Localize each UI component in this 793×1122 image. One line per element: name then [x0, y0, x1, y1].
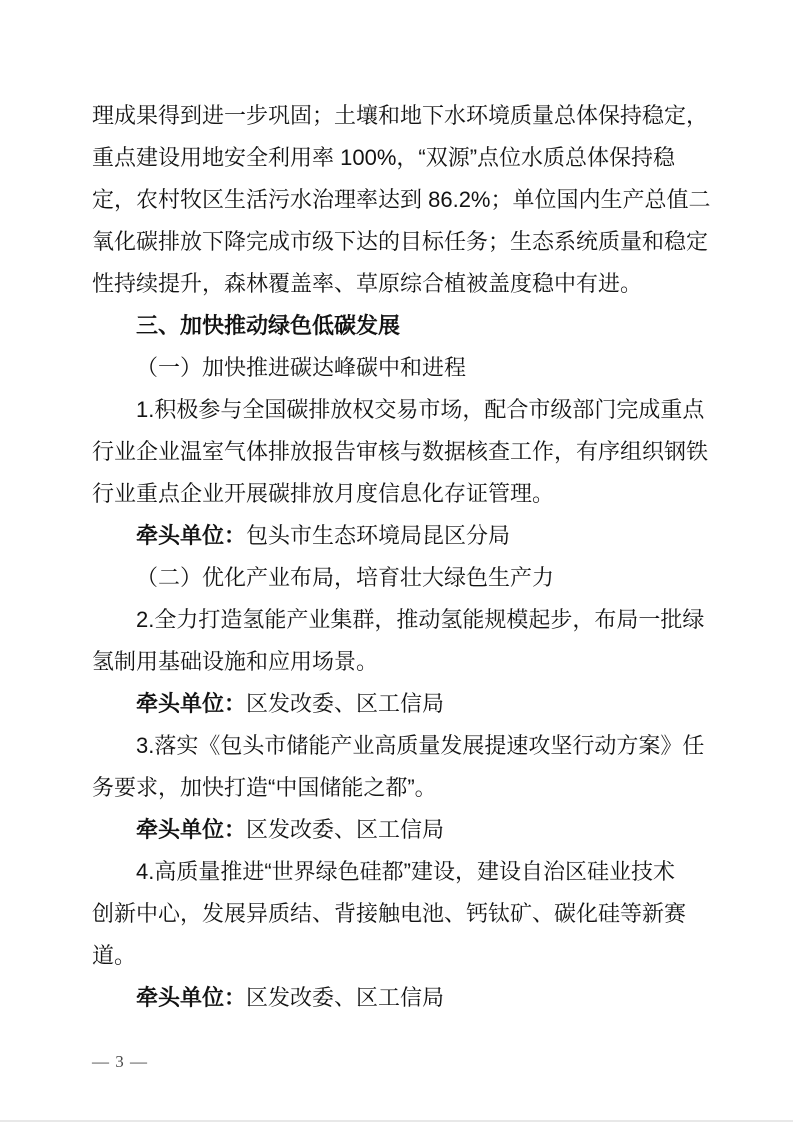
text-line	[92, 935, 708, 977]
body-text: 氢制用基础设施和应用场景。	[92, 649, 379, 674]
body-text: 道。	[92, 943, 137, 968]
text-line	[92, 221, 708, 263]
lead-unit-line	[92, 683, 708, 725]
subsection-heading	[92, 347, 708, 389]
text-line	[92, 137, 708, 179]
lead-unit-value: 区发改委、区工信局	[246, 691, 445, 716]
lead-unit-value: 区发改委、区工信局	[246, 817, 445, 842]
text-line	[92, 641, 708, 683]
body-text: 3.落实《包头市储能产业高质量发展提速攻坚行动方案》任	[136, 733, 705, 758]
lead-unit-line	[92, 515, 708, 557]
body-text: 务要求，加快打造“中国储能之都”。	[92, 775, 437, 800]
subheading-text: （二）优化产业布局，培育壮大绿色生产力	[136, 565, 555, 590]
body-text: 理成果得到进一步巩固；土壤和地下水环境质量总体保持稳定，	[92, 103, 709, 128]
body-text: 性持续提升，森林覆盖率、草原综合植被盖度稳中有进。	[92, 271, 643, 296]
document-body	[92, 95, 711, 1019]
text-line	[92, 179, 711, 221]
subsection-heading	[92, 557, 708, 599]
lead-unit-value: 区发改委、区工信局	[246, 985, 445, 1010]
body-text: 创新中心，发展异质结、背接触电池、钙钛矿、碳化硅等新赛	[92, 901, 687, 926]
text-line	[92, 431, 708, 473]
body-text: 4.高质量推进“世界绿色硅都”建设，建设自治区硅业技术	[136, 859, 676, 884]
subheading-text: （一）加快推进碳达峰碳中和进程	[136, 355, 467, 380]
lead-unit-label: 牵头单位：	[136, 817, 247, 842]
text-line	[92, 767, 708, 809]
body-text: 氧化碳排放下降完成市级下达的目标任务；生态系统质量和稳定	[92, 229, 709, 254]
text-line	[92, 95, 708, 137]
text-line	[92, 263, 708, 305]
page-number: — 3 —	[92, 1052, 148, 1071]
text-line	[92, 389, 708, 431]
body-text: 行业重点企业开展碳排放月度信息化存证管理。	[92, 481, 555, 506]
lead-unit-label: 牵头单位：	[136, 523, 247, 548]
body-text: 重点建设用地安全利用率 100%，“双源”点位水质总体保持稳	[92, 145, 676, 170]
lead-unit-label: 牵头单位：	[136, 691, 247, 716]
body-text: 行业企业温室气体排放报告审核与数据核查工作，有序组织钢铁	[92, 439, 709, 464]
text-line	[92, 851, 708, 893]
text-line	[92, 725, 708, 767]
lead-unit-label: 牵头单位：	[136, 985, 247, 1010]
text-line	[92, 473, 708, 515]
heading-text: 三、加快推动绿色低碳发展	[136, 313, 401, 338]
text-line	[92, 599, 708, 641]
lead-unit-line	[92, 977, 708, 1019]
body-text: 定，农村牧区生活污水治理率达到 86.2%；单位国内生产总值二	[92, 187, 711, 212]
body-text: 2.全力打造氢能产业集群，推动氢能规模起步，布局一批绿	[136, 607, 705, 632]
section-heading	[92, 305, 708, 347]
text-line	[92, 893, 708, 935]
lead-unit-line	[92, 809, 708, 851]
lead-unit-value: 包头市生态环境局昆区分局	[246, 523, 511, 548]
body-text: 1.积极参与全国碳排放权交易市场，配合市级部门完成重点	[136, 397, 705, 422]
